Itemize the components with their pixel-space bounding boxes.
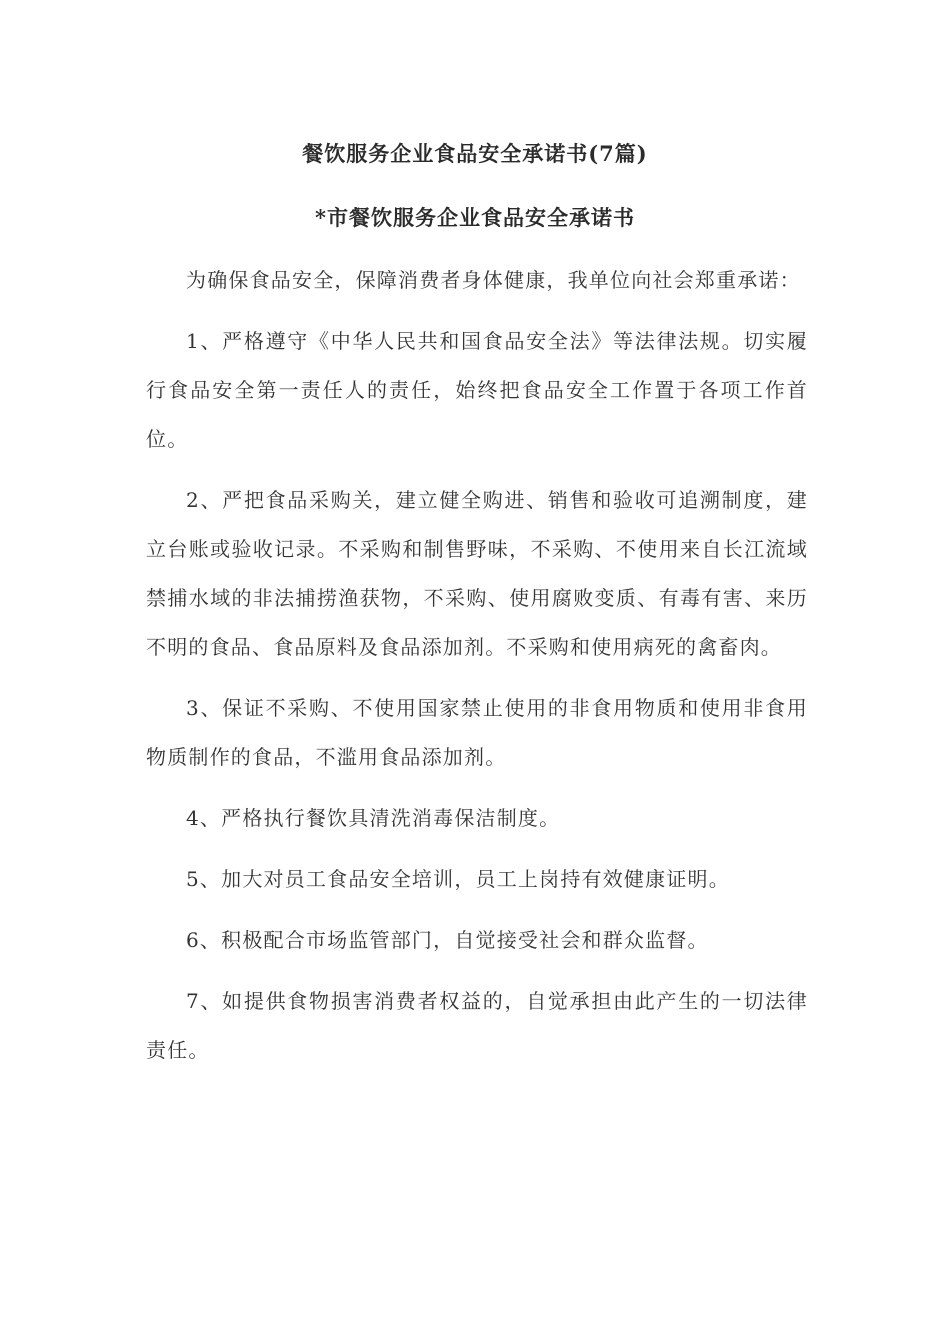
commitment-item-3: 3、保证不采购、不使用国家禁止使用的非食用物质和使用非食用物质制作的食品，不滥用食品添加剂。 [146, 696, 808, 769]
commitment-item-2: 2、严把食品采购关，建立健全购进、销售和验收可追溯制度，建立台账或验收记录。不采购和制售野味，不采购、不使用来自长江流域禁捕水域的非法捕捞渔获物，不采购、使用腐败变质、有毒有害、来历不明的食品、食品原料及食品添加剂。不采购和使用病死的禽畜肉。 [146, 488, 808, 659]
document-body [146, 256, 808, 1087]
intro-paragraph: 为确保食品安全，保障消费者身体健康，我单位向社会郑重承诺： [186, 268, 801, 292]
commitment-item-5: 5、加大对员工食品安全培训，员工上岗持有效健康证明。 [186, 867, 730, 891]
document-title: 餐饮服务企业食品安全承诺书(7篇) [302, 141, 648, 166]
document-subtitle: *市餐饮服务企业食品安全承诺书 [315, 205, 635, 230]
commitment-item-6: 6、积极配合市场监管部门，自觉接受社会和群众监督。 [186, 928, 709, 952]
commitment-item-7: 7、如提供食物损害消费者权益的，自觉承担由此产生的一切法律责任。 [146, 989, 808, 1062]
commitment-item-1: 1、严格遵守《中华人民共和国食品安全法》等法律法规。切实履行食品安全第一责任人的责任，始终把食品安全工作置于各项工作首位。 [146, 329, 808, 451]
commitment-item-4: 4、严格执行餐饮具清洗消毒保洁制度。 [186, 806, 561, 830]
